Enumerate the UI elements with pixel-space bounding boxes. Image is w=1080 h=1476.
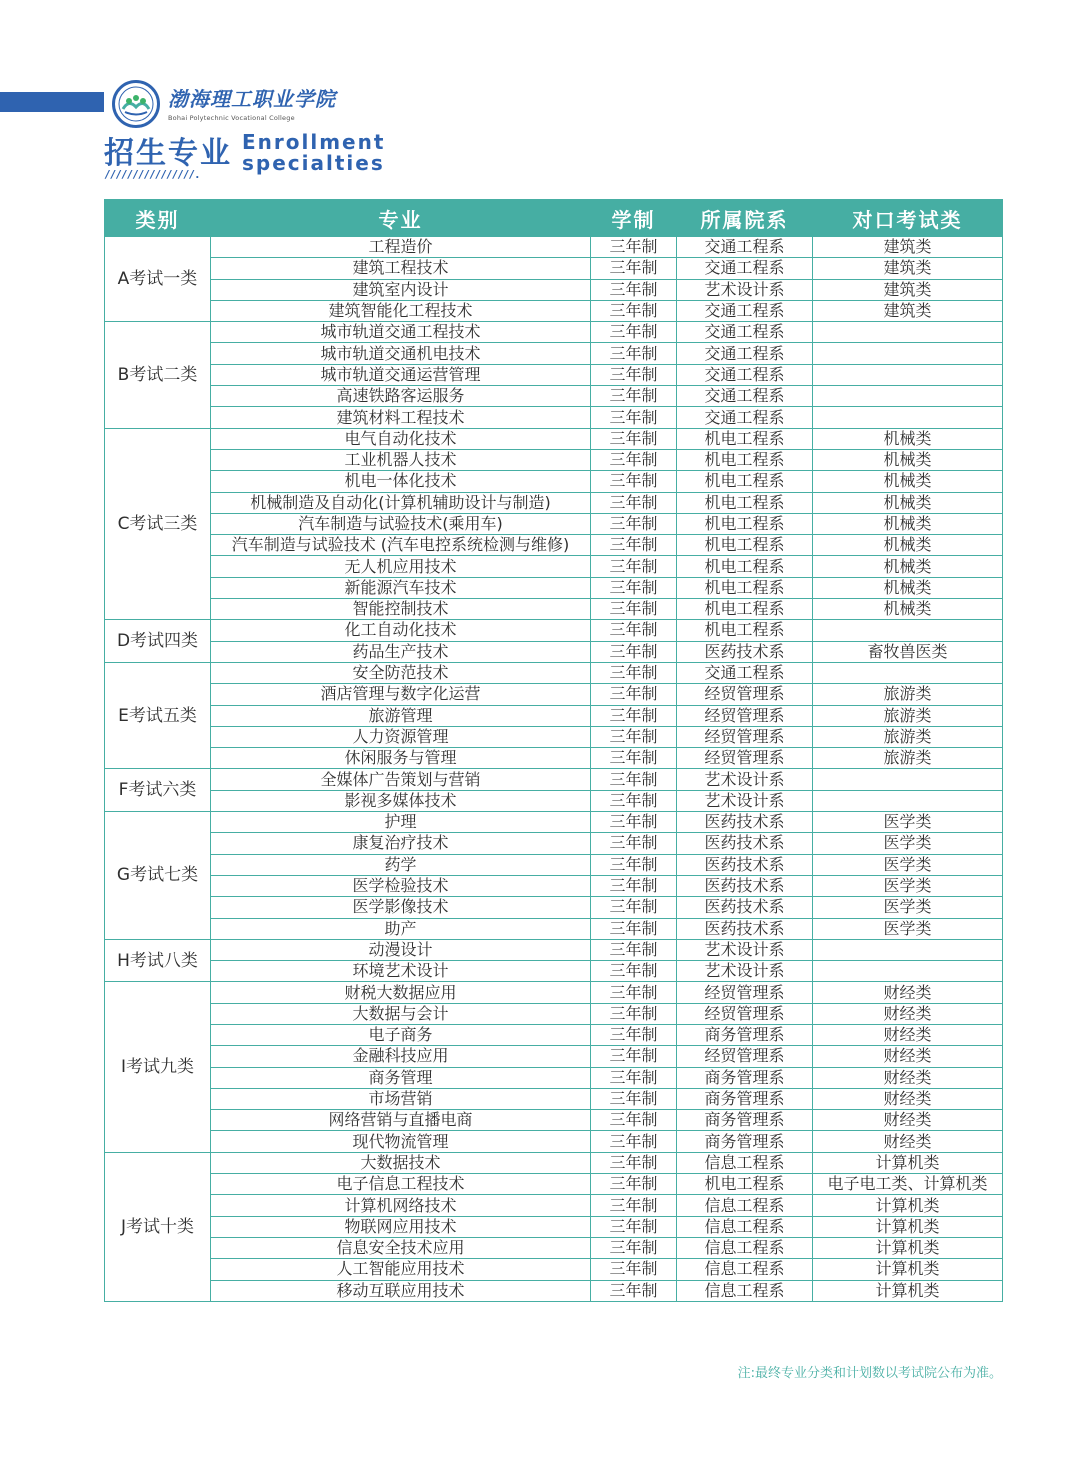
major-cell: 智能控制技术 <box>211 599 591 620</box>
department-cell: 艺术设计系 <box>677 790 813 811</box>
table-row <box>105 1088 1003 1109</box>
department-cell: 机电工程系 <box>677 428 813 449</box>
exam-type-cell <box>813 364 1003 385</box>
duration-cell: 三年制 <box>591 897 677 918</box>
department-cell: 商务管理系 <box>677 1024 813 1045</box>
table-row <box>105 1280 1003 1301</box>
major-cell: 城市轨道交通工程技术 <box>211 322 591 343</box>
table-row <box>105 982 1003 1003</box>
major-cell: 城市轨道交通机电技术 <box>211 343 591 364</box>
major-cell: 大数据技术 <box>211 1152 591 1173</box>
duration-cell: 三年制 <box>591 854 677 875</box>
department-cell: 医药技术系 <box>677 854 813 875</box>
table-row <box>105 471 1003 492</box>
table-row <box>105 961 1003 982</box>
table-row <box>105 1067 1003 1088</box>
table-row <box>105 386 1003 407</box>
department-cell: 经贸管理系 <box>677 748 813 769</box>
exam-type-cell: 财经类 <box>813 1110 1003 1131</box>
duration-cell: 三年制 <box>591 833 677 854</box>
department-cell: 艺术设计系 <box>677 961 813 982</box>
exam-type-cell: 医学类 <box>813 812 1003 833</box>
department-cell: 机电工程系 <box>677 471 813 492</box>
table-row <box>105 279 1003 300</box>
header-department: 所属院系 <box>677 200 813 237</box>
department-cell: 交通工程系 <box>677 386 813 407</box>
table-row <box>105 939 1003 960</box>
exam-type-cell: 财经类 <box>813 1046 1003 1067</box>
department-cell: 医药技术系 <box>677 812 813 833</box>
department-cell: 商务管理系 <box>677 1067 813 1088</box>
duration-cell: 三年制 <box>591 620 677 641</box>
department-cell: 医药技术系 <box>677 641 813 662</box>
exam-type-cell: 财经类 <box>813 982 1003 1003</box>
major-cell: 助产 <box>211 918 591 939</box>
department-cell: 机电工程系 <box>677 620 813 641</box>
table-row <box>105 812 1003 833</box>
department-cell: 信息工程系 <box>677 1152 813 1173</box>
duration-cell: 三年制 <box>591 279 677 300</box>
college-name-cn: 渤海理工职业学院 <box>168 86 336 111</box>
duration-cell: 三年制 <box>591 1259 677 1280</box>
exam-type-cell: 财经类 <box>813 1003 1003 1024</box>
exam-type-cell: 电子电工类、计算机类 <box>813 1174 1003 1195</box>
duration-cell: 三年制 <box>591 471 677 492</box>
department-cell: 机电工程系 <box>677 513 813 534</box>
heading-en <box>242 132 385 174</box>
major-cell: 医学影像技术 <box>211 897 591 918</box>
major-cell: 电气自动化技术 <box>211 428 591 449</box>
category-cell: D考试四类 <box>105 620 211 663</box>
major-cell: 汽车制造与试验技术 (汽车电控系统检测与维修) <box>211 535 591 556</box>
table-row <box>105 556 1003 577</box>
table-row <box>105 364 1003 385</box>
exam-type-cell: 建筑类 <box>813 237 1003 258</box>
major-cell: 全媒体广告策划与营销 <box>211 769 591 790</box>
exam-type-cell: 建筑类 <box>813 300 1003 321</box>
table-row <box>105 620 1003 641</box>
department-cell: 艺术设计系 <box>677 279 813 300</box>
exam-type-cell: 医学类 <box>813 875 1003 896</box>
major-cell: 建筑材料工程技术 <box>211 407 591 428</box>
header-exam-type: 对口考试类 <box>813 200 1003 237</box>
major-cell: 机电一体化技术 <box>211 471 591 492</box>
exam-type-cell <box>813 961 1003 982</box>
department-cell: 交通工程系 <box>677 364 813 385</box>
department-cell: 交通工程系 <box>677 322 813 343</box>
table-row <box>105 599 1003 620</box>
department-cell: 机电工程系 <box>677 1174 813 1195</box>
major-cell: 休闲服务与管理 <box>211 748 591 769</box>
exam-type-cell: 机械类 <box>813 449 1003 470</box>
exam-type-cell <box>813 407 1003 428</box>
major-cell: 移动互联应用技术 <box>211 1280 591 1301</box>
duration-cell: 三年制 <box>591 1216 677 1237</box>
category-cell: I考试九类 <box>105 982 211 1152</box>
duration-cell: 三年制 <box>591 875 677 896</box>
department-cell: 机电工程系 <box>677 449 813 470</box>
duration-cell: 三年制 <box>591 1067 677 1088</box>
duration-cell: 三年制 <box>591 492 677 513</box>
exam-type-cell: 旅游类 <box>813 705 1003 726</box>
duration-cell: 三年制 <box>591 364 677 385</box>
major-cell: 电子信息工程技术 <box>211 1174 591 1195</box>
department-cell: 经贸管理系 <box>677 705 813 726</box>
table-row <box>105 790 1003 811</box>
department-cell: 经贸管理系 <box>677 726 813 747</box>
table-row <box>105 1237 1003 1258</box>
exam-type-cell: 机械类 <box>813 599 1003 620</box>
heading-en-line2: specialties <box>242 151 385 175</box>
duration-cell: 三年制 <box>591 1024 677 1045</box>
duration-cell: 三年制 <box>591 1131 677 1152</box>
exam-type-cell: 计算机类 <box>813 1195 1003 1216</box>
duration-cell: 三年制 <box>591 1237 677 1258</box>
duration-cell: 三年制 <box>591 939 677 960</box>
duration-cell: 三年制 <box>591 1003 677 1024</box>
major-cell: 工程造价 <box>211 237 591 258</box>
major-cell: 护理 <box>211 812 591 833</box>
table-body <box>105 237 1003 1302</box>
major-cell: 建筑智能化工程技术 <box>211 300 591 321</box>
major-cell: 影视多媒体技术 <box>211 790 591 811</box>
exam-type-cell: 医学类 <box>813 833 1003 854</box>
major-cell: 物联网应用技术 <box>211 1216 591 1237</box>
department-cell: 交通工程系 <box>677 407 813 428</box>
exam-type-cell: 计算机类 <box>813 1237 1003 1258</box>
exam-type-cell: 畜牧兽医类 <box>813 641 1003 662</box>
major-cell: 无人机应用技术 <box>211 556 591 577</box>
major-cell: 高速铁路客运服务 <box>211 386 591 407</box>
major-cell: 医学检验技术 <box>211 875 591 896</box>
duration-cell: 三年制 <box>591 237 677 258</box>
major-cell: 电子商务 <box>211 1024 591 1045</box>
table-row <box>105 769 1003 790</box>
header-major: 专业 <box>211 200 591 237</box>
duration-cell: 三年制 <box>591 386 677 407</box>
major-cell: 现代物流管理 <box>211 1131 591 1152</box>
duration-cell: 三年制 <box>591 343 677 364</box>
duration-cell: 三年制 <box>591 556 677 577</box>
major-cell: 环境艺术设计 <box>211 961 591 982</box>
table-row <box>105 684 1003 705</box>
exam-type-cell: 财经类 <box>813 1088 1003 1109</box>
department-cell: 艺术设计系 <box>677 769 813 790</box>
department-cell: 经贸管理系 <box>677 982 813 1003</box>
major-cell: 人工智能应用技术 <box>211 1259 591 1280</box>
exam-type-cell: 机械类 <box>813 513 1003 534</box>
major-cell: 安全防范技术 <box>211 662 591 683</box>
exam-type-cell: 财经类 <box>813 1067 1003 1088</box>
category-cell: H考试八类 <box>105 939 211 982</box>
exam-type-cell: 计算机类 <box>813 1152 1003 1173</box>
table-header-row <box>105 200 1003 237</box>
major-cell: 药学 <box>211 854 591 875</box>
duration-cell: 三年制 <box>591 300 677 321</box>
exam-type-cell <box>813 769 1003 790</box>
exam-type-cell: 医学类 <box>813 854 1003 875</box>
major-cell: 大数据与会计 <box>211 1003 591 1024</box>
major-cell: 康复治疗技术 <box>211 833 591 854</box>
department-cell: 商务管理系 <box>677 1088 813 1109</box>
department-cell: 信息工程系 <box>677 1237 813 1258</box>
duration-cell: 三年制 <box>591 769 677 790</box>
department-cell: 商务管理系 <box>677 1131 813 1152</box>
exam-type-cell: 财经类 <box>813 1024 1003 1045</box>
exam-type-cell: 旅游类 <box>813 684 1003 705</box>
duration-cell: 三年制 <box>591 726 677 747</box>
department-cell: 经贸管理系 <box>677 684 813 705</box>
duration-cell: 三年制 <box>591 748 677 769</box>
exam-type-cell <box>813 790 1003 811</box>
table-row <box>105 1131 1003 1152</box>
category-cell: B考试二类 <box>105 322 211 428</box>
table-row <box>105 428 1003 449</box>
major-cell: 信息安全技术应用 <box>211 1237 591 1258</box>
department-cell: 交通工程系 <box>677 258 813 279</box>
category-cell: G考试七类 <box>105 812 211 940</box>
duration-cell: 三年制 <box>591 982 677 1003</box>
major-cell: 汽车制造与试验技术(乘用车) <box>211 513 591 534</box>
college-emblem-icon <box>112 80 160 128</box>
exam-type-cell: 机械类 <box>813 577 1003 598</box>
duration-cell: 三年制 <box>591 705 677 726</box>
department-cell: 交通工程系 <box>677 300 813 321</box>
duration-cell: 三年制 <box>591 1110 677 1131</box>
table-row <box>105 1024 1003 1045</box>
exam-type-cell: 计算机类 <box>813 1216 1003 1237</box>
table-row <box>105 1110 1003 1131</box>
decorative-slashes: ////////////////. <box>104 168 200 181</box>
table-row <box>105 492 1003 513</box>
duration-cell: 三年制 <box>591 535 677 556</box>
major-cell: 人力资源管理 <box>211 726 591 747</box>
department-cell: 医药技术系 <box>677 918 813 939</box>
major-cell: 机械制造及自动化(计算机辅助设计与制造) <box>211 492 591 513</box>
table-row <box>105 577 1003 598</box>
major-cell: 计算机网络技术 <box>211 1195 591 1216</box>
department-cell: 机电工程系 <box>677 577 813 598</box>
exam-type-cell: 旅游类 <box>813 726 1003 747</box>
table-row <box>105 897 1003 918</box>
exam-type-cell <box>813 386 1003 407</box>
department-cell: 经贸管理系 <box>677 1003 813 1024</box>
exam-type-cell: 医学类 <box>813 897 1003 918</box>
exam-type-cell <box>813 322 1003 343</box>
table-row <box>105 705 1003 726</box>
table-row <box>105 1003 1003 1024</box>
exam-type-cell <box>813 620 1003 641</box>
major-cell: 网络营销与直播电商 <box>211 1110 591 1131</box>
exam-type-cell: 计算机类 <box>813 1280 1003 1301</box>
duration-cell: 三年制 <box>591 599 677 620</box>
exam-type-cell: 旅游类 <box>813 748 1003 769</box>
category-cell: A考试一类 <box>105 237 211 322</box>
category-cell: J考试十类 <box>105 1152 211 1301</box>
duration-cell: 三年制 <box>591 449 677 470</box>
major-cell: 药品生产技术 <box>211 641 591 662</box>
duration-cell: 三年制 <box>591 918 677 939</box>
major-cell: 建筑室内设计 <box>211 279 591 300</box>
duration-cell: 三年制 <box>591 1046 677 1067</box>
table-row <box>105 748 1003 769</box>
major-cell: 新能源汽车技术 <box>211 577 591 598</box>
exam-type-cell: 机械类 <box>813 556 1003 577</box>
table-row <box>105 918 1003 939</box>
department-cell: 交通工程系 <box>677 343 813 364</box>
exam-type-cell: 计算机类 <box>813 1259 1003 1280</box>
duration-cell: 三年制 <box>591 641 677 662</box>
major-cell: 商务管理 <box>211 1067 591 1088</box>
heading-cn: 招生专业 <box>104 136 232 171</box>
college-name-en: Bohai Polytechnic Vocational College <box>168 113 295 122</box>
exam-type-cell <box>813 662 1003 683</box>
table-row <box>105 1195 1003 1216</box>
table-row <box>105 1174 1003 1195</box>
table-row <box>105 854 1003 875</box>
category-cell: E考试五类 <box>105 662 211 768</box>
department-cell: 机电工程系 <box>677 492 813 513</box>
major-cell: 建筑工程技术 <box>211 258 591 279</box>
department-cell: 医药技术系 <box>677 897 813 918</box>
major-cell: 财税大数据应用 <box>211 982 591 1003</box>
department-cell: 信息工程系 <box>677 1216 813 1237</box>
category-cell: C考试三类 <box>105 428 211 620</box>
department-cell: 机电工程系 <box>677 556 813 577</box>
exam-type-cell: 建筑类 <box>813 279 1003 300</box>
table-row <box>105 300 1003 321</box>
duration-cell: 三年制 <box>591 577 677 598</box>
major-cell: 化工自动化技术 <box>211 620 591 641</box>
duration-cell: 三年制 <box>591 1174 677 1195</box>
heading-en-line1: Enrollment <box>242 130 386 154</box>
duration-cell: 三年制 <box>591 513 677 534</box>
table-row <box>105 237 1003 258</box>
table-row <box>105 322 1003 343</box>
table-row <box>105 258 1003 279</box>
table-row <box>105 535 1003 556</box>
major-cell: 工业机器人技术 <box>211 449 591 470</box>
department-cell: 机电工程系 <box>677 535 813 556</box>
exam-type-cell: 机械类 <box>813 428 1003 449</box>
department-cell: 交通工程系 <box>677 237 813 258</box>
exam-type-cell: 建筑类 <box>813 258 1003 279</box>
table-row <box>105 513 1003 534</box>
duration-cell: 三年制 <box>591 1088 677 1109</box>
department-cell: 艺术设计系 <box>677 939 813 960</box>
department-cell: 医药技术系 <box>677 875 813 896</box>
footnote: 注:最终专业分类和计划数以考试院公布为准。 <box>737 1366 1002 1381</box>
table-row <box>105 1046 1003 1067</box>
table-row <box>105 343 1003 364</box>
table-row <box>105 1259 1003 1280</box>
category-cell: F考试六类 <box>105 769 211 812</box>
major-cell: 城市轨道交通运营管理 <box>211 364 591 385</box>
duration-cell: 三年制 <box>591 812 677 833</box>
exam-type-cell: 机械类 <box>813 471 1003 492</box>
table-row <box>105 726 1003 747</box>
duration-cell: 三年制 <box>591 258 677 279</box>
department-cell: 经贸管理系 <box>677 1046 813 1067</box>
table-row <box>105 407 1003 428</box>
table-row <box>105 1152 1003 1173</box>
header-duration: 学制 <box>591 200 677 237</box>
table-row <box>105 1216 1003 1237</box>
major-cell: 动漫设计 <box>211 939 591 960</box>
duration-cell: 三年制 <box>591 1280 677 1301</box>
table-row <box>105 641 1003 662</box>
duration-cell: 三年制 <box>591 1195 677 1216</box>
exam-type-cell: 机械类 <box>813 492 1003 513</box>
duration-cell: 三年制 <box>591 322 677 343</box>
table-row <box>105 875 1003 896</box>
duration-cell: 三年制 <box>591 1152 677 1173</box>
department-cell: 信息工程系 <box>677 1259 813 1280</box>
duration-cell: 三年制 <box>591 961 677 982</box>
duration-cell: 三年制 <box>591 790 677 811</box>
duration-cell: 三年制 <box>591 428 677 449</box>
table-row <box>105 833 1003 854</box>
header-accent-bar <box>0 92 104 112</box>
exam-type-cell <box>813 939 1003 960</box>
major-cell: 市场营销 <box>211 1088 591 1109</box>
exam-type-cell: 机械类 <box>813 535 1003 556</box>
exam-type-cell <box>813 343 1003 364</box>
header-category: 类别 <box>105 200 211 237</box>
department-cell: 医药技术系 <box>677 833 813 854</box>
college-logo <box>112 78 336 130</box>
duration-cell: 三年制 <box>591 684 677 705</box>
duration-cell: 三年制 <box>591 662 677 683</box>
table-row <box>105 662 1003 683</box>
department-cell: 机电工程系 <box>677 599 813 620</box>
department-cell: 交通工程系 <box>677 662 813 683</box>
exam-type-cell: 财经类 <box>813 1131 1003 1152</box>
department-cell: 信息工程系 <box>677 1195 813 1216</box>
major-cell: 旅游管理 <box>211 705 591 726</box>
department-cell: 信息工程系 <box>677 1280 813 1301</box>
major-cell: 酒店管理与数字化运营 <box>211 684 591 705</box>
duration-cell: 三年制 <box>591 407 677 428</box>
table-row <box>105 449 1003 470</box>
major-cell: 金融科技应用 <box>211 1046 591 1067</box>
exam-type-cell: 医学类 <box>813 918 1003 939</box>
enrollment-table <box>104 199 1003 1302</box>
department-cell: 商务管理系 <box>677 1110 813 1131</box>
